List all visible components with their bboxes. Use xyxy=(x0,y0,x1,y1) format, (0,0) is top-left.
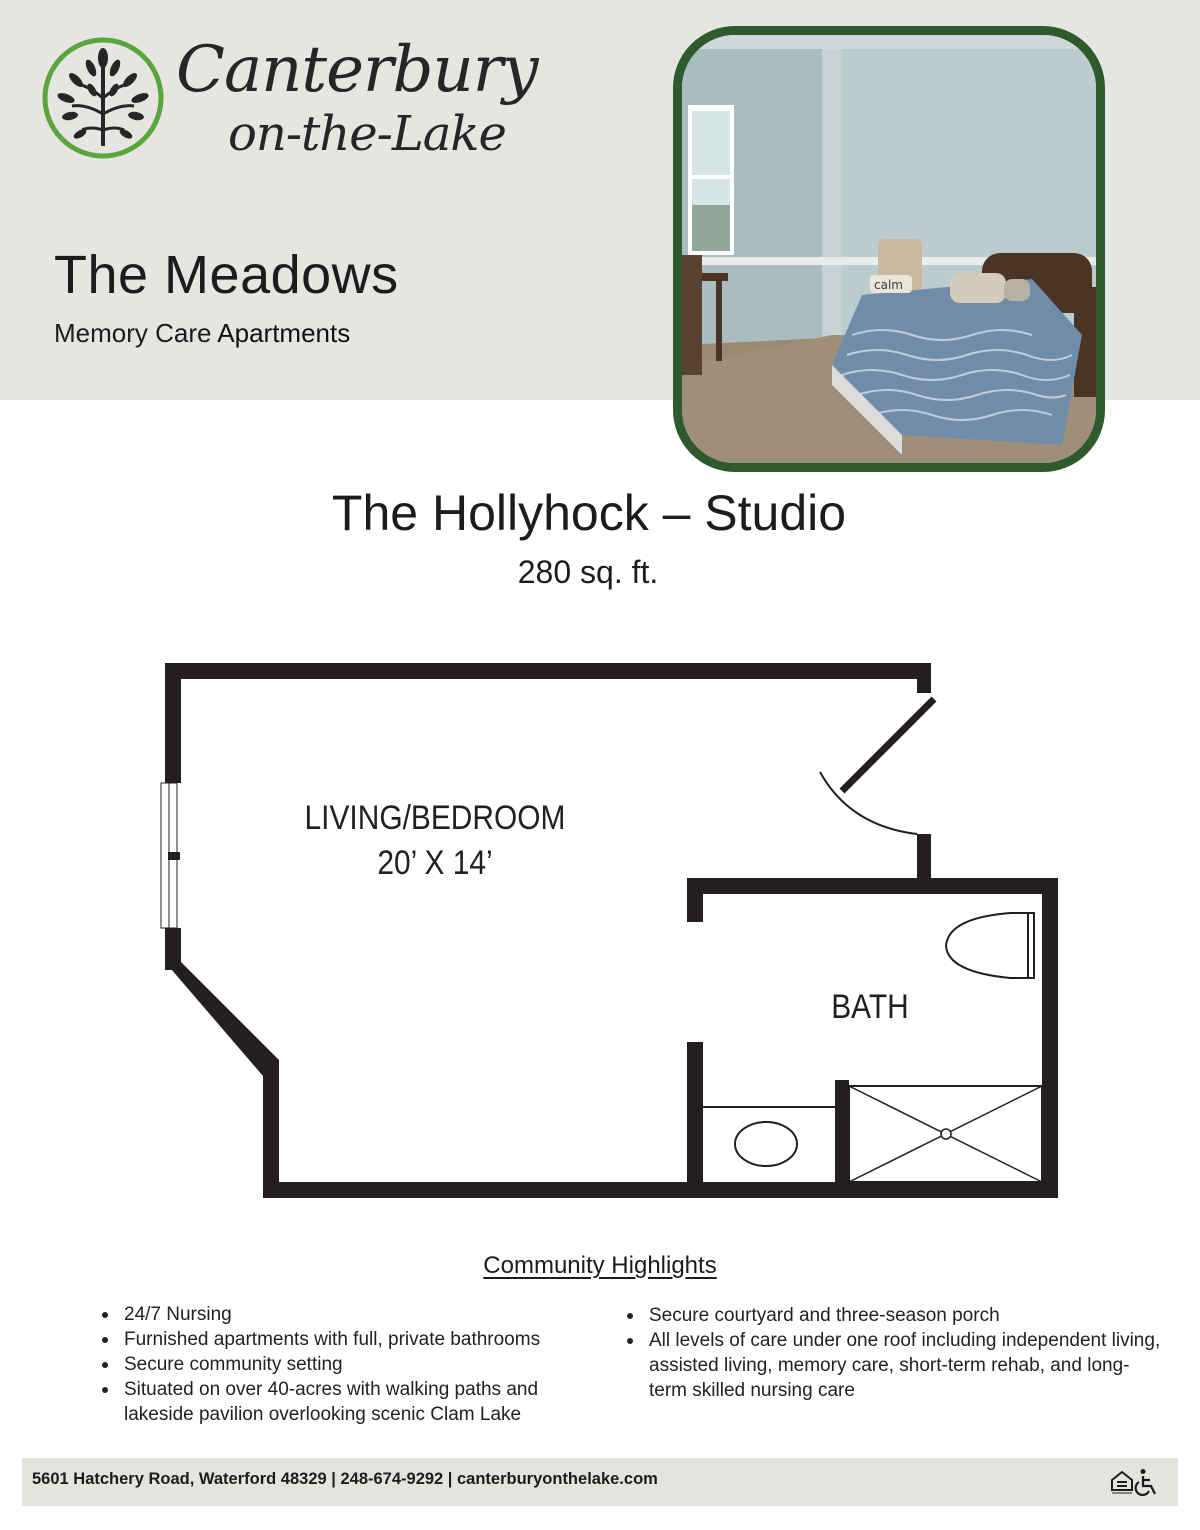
community-subtitle-part1: Memory Care xyxy=(54,318,212,348)
highlights-list-right xyxy=(625,1303,1165,1403)
list-item: Secure courtyard and three-season porch xyxy=(625,1303,1165,1328)
list-item: 24/7 Nursing xyxy=(100,1302,600,1327)
unit-area: 280 sq. ft. xyxy=(517,554,659,590)
tree-emblem-icon xyxy=(36,34,170,162)
furnished-bedroom-illustration xyxy=(682,35,1096,463)
toilet xyxy=(946,913,1034,978)
window xyxy=(161,783,180,928)
logo-wordmark-line2: on-the-Lake xyxy=(228,106,506,162)
highlights-list-left xyxy=(100,1302,600,1427)
entry-door xyxy=(820,699,934,834)
logo-wordmark-line1: Canterbury xyxy=(176,33,538,107)
highlights-heading xyxy=(0,1252,1200,1280)
vanity-sink xyxy=(703,1107,835,1166)
list-item: Situated on over 40-acres with walking paths and lakeside pavilion overlooking scenic Clam Lake xyxy=(100,1377,600,1427)
highlights-heading-text: Community Highlights xyxy=(483,1252,717,1279)
wheelchair-accessible-icon xyxy=(1136,1469,1155,1495)
equal-housing-icon xyxy=(1112,1472,1132,1493)
shower xyxy=(849,1086,1042,1182)
list-item: All levels of care under one roof including independent living, assisted living, memory care, short-term rehab, and long-term skilled nursing care xyxy=(625,1328,1165,1403)
list-item: Furnished apartments with full, private bathrooms xyxy=(100,1327,600,1352)
pillow-text: calm xyxy=(874,278,903,292)
footer-icons xyxy=(1110,1468,1162,1498)
community-subtitle-part2: Apartments xyxy=(217,318,351,348)
footer xyxy=(22,1458,1178,1506)
bedroom-photo xyxy=(673,26,1105,472)
room-dimensions-living: 20’ X 14’ xyxy=(377,843,493,882)
community-subtitle xyxy=(54,318,350,349)
logo xyxy=(36,33,538,174)
unit-title: The Hollyhock – Studio xyxy=(331,485,847,541)
community-title: The Meadows xyxy=(54,245,399,305)
list-item: Secure community setting xyxy=(100,1352,600,1377)
room-label-living: LIVING/BEDROOM xyxy=(304,798,566,837)
room-label-bath: BATH xyxy=(831,987,909,1026)
footer-contact: 5601 Hatchery Road, Waterford 48329 | 248-674-9292 | canterburyonthelake.com xyxy=(32,1470,658,1488)
floor-plan xyxy=(150,650,1070,1210)
